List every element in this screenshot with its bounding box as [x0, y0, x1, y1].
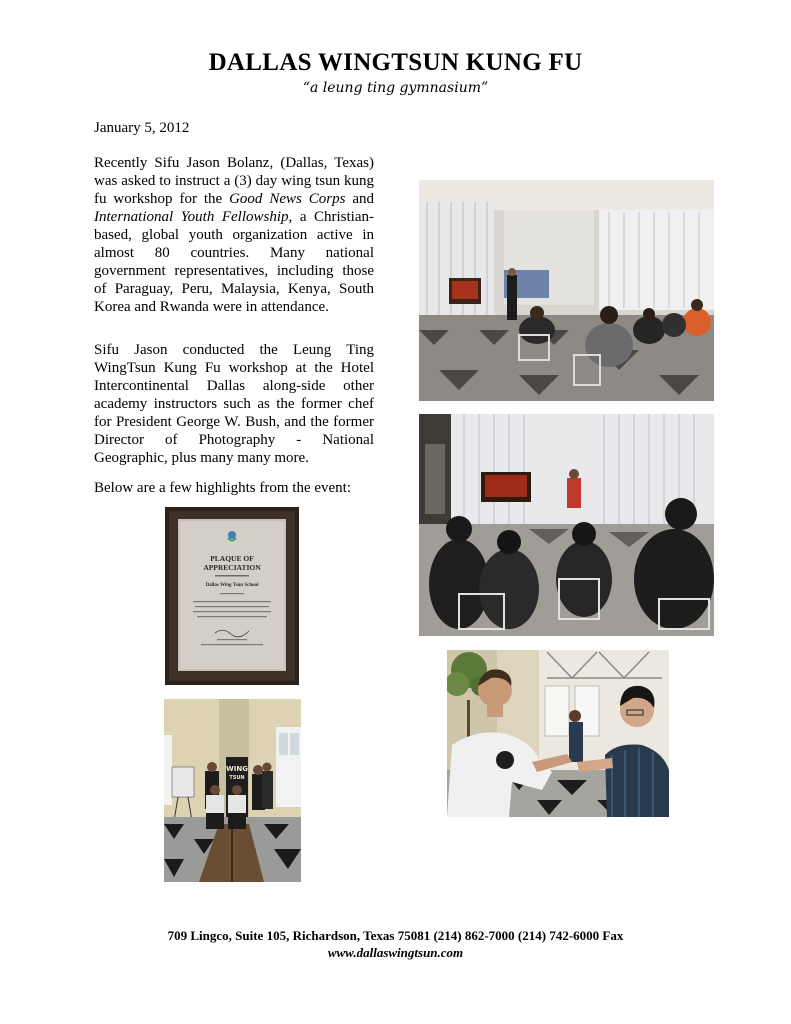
paragraph-intro-text-a: Recently Sifu Jason Bolanz, (Dallas, Texas) was asked to instruct a (3) day wing tsun kung fu workshop for the [94, 155, 374, 207]
plaque-title-line1: PLAQUE OF [210, 554, 254, 563]
photo-workshop-room [419, 180, 714, 401]
photo-sparring-demo [447, 650, 669, 817]
footer-address: 709 Lingco, Suite 105, Richardson, Texas 75081 (214) 862-7000 (214) 742-6000 Fax [167, 928, 624, 943]
banner-text-line2: TSUN [229, 775, 245, 781]
plaque-recipient: Dallas Wing Tsun School [205, 583, 259, 588]
footer-website-link[interactable]: www.dallaswingtsun.com [327, 945, 464, 960]
photo-plaque-of-appreciation [165, 507, 299, 685]
document-subtitle: “a leung ting gymnasium” [302, 80, 489, 96]
paragraph-workshop: Sifu Jason conducted the Leung Ting WingTsun Kung Fu workshop at the Hotel Intercontinental Dallas along-side other academy instructors such as the former chef for President George W. Bush, and the former Director of Photography - National Geographic, plus many many more. [94, 342, 374, 466]
paragraph-highlights: Below are a few highlights from the event: [94, 480, 352, 496]
article-date: January 5, 2012 [94, 120, 190, 136]
org-name-iyf: International Youth Fellowship [94, 209, 289, 225]
banner-text-line1: WING [226, 765, 248, 773]
plaque-title-line2: APPRECIATION [203, 563, 261, 572]
photo-group-banner [164, 699, 301, 882]
paragraph-intro [94, 154, 374, 316]
document-title: DALLAS WINGTSUN KUNG FU [208, 49, 583, 76]
paragraph-intro-text-c: , a Christian-based, global youth organization active in almost 80 countries. Many national government representatives, including those of Paraguay, Peru, Malaysia, Kenya, South Korea and Rwanda were in attendance. [94, 209, 374, 315]
org-name-good-news-corps: Good News Corps [229, 191, 346, 207]
photo-audience [419, 414, 714, 636]
paragraph-intro-text-b: and [345, 191, 374, 207]
